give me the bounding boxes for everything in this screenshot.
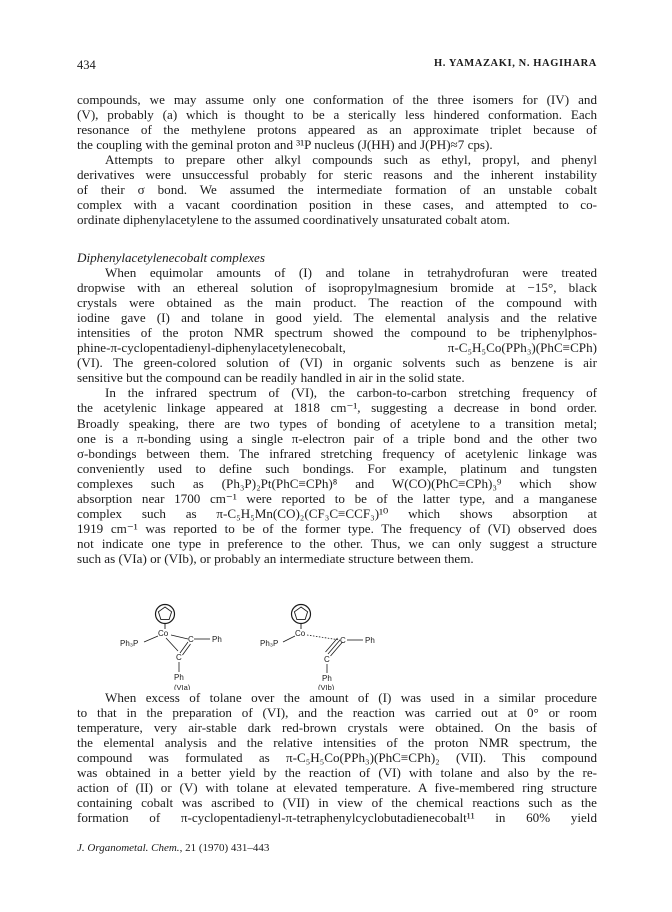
journal-footer <box>77 842 269 854</box>
phenyl-label: Ph <box>322 674 332 683</box>
text-line: ordinate diphenylacetylene to the assumed coordinatively unsaturated cobalt atom. <box>77 212 511 228</box>
text-line: σ-bondings between them. The infrared stretching frequency of acetylenic linkage was <box>77 445 597 461</box>
p-co-bond <box>283 636 295 642</box>
text-line: resonance of the methylene protons appeared as an approximate triplet because of <box>77 122 597 138</box>
text-line: complex with a vacant coordination position in these cases, and attempted to co- <box>77 197 597 213</box>
pi-bond-dashed <box>307 635 340 640</box>
body-text-middle <box>77 250 597 566</box>
running-head-authors: H. YAMAZAKI, N. HAGIHARA <box>434 58 597 69</box>
paragraph-preparation <box>77 265 597 385</box>
phenyl-label: Ph <box>174 673 184 682</box>
text-line: (VI). The green-colored solution of (VI) in organic solvents such as benzene is air <box>77 355 597 371</box>
carbon-label: C <box>340 636 346 645</box>
text-line: one is a π-bonding using a single π-electron pair of a triple bond and the other two <box>77 430 597 446</box>
journal-citation: , 21 (1970) 431–443 <box>179 842 270 854</box>
phosphine-label: Ph₃P <box>260 639 279 648</box>
text-line: iodine gave (I) and tolane in good yield. The elemental analysis and the relative <box>77 310 597 326</box>
cobalt-label: Co <box>158 629 169 638</box>
paragraph-infrared <box>77 385 597 566</box>
text-line: the elemental analysis and the relative intensities of the proton NMR spectrum, the <box>77 735 597 751</box>
text-line: phine-π-cyclopentadienyl-diphenylacetylenecobalt, π-C₅H₅Co(PPh₃)(PhC≡CPh) <box>77 340 597 356</box>
text-line: of their σ bond. We assumed the intermediate formation of an unstable cobalt <box>77 182 597 198</box>
cyclopentadienyl-pentagon-icon <box>294 607 307 620</box>
structure-vIb <box>260 605 375 691</box>
text-line: dropwise with an ethereal solution of isopropylmagnesium bromide at −15°, black <box>77 280 597 296</box>
text-line: complex such as π-C₅H₅Mn(CO)₂(CF₃C≡CCF₃)¹⁰ which shows absorption at <box>77 505 597 521</box>
body-text-top <box>77 92 597 227</box>
text-line: crystals were obtained as the main product. The reaction of the compound with <box>77 295 597 311</box>
chemical-structures <box>118 602 418 690</box>
text-line: When excess of tolane over the amount of (I) was used in a similar procedure <box>105 690 597 705</box>
carbon-label: C <box>324 655 330 664</box>
text-line: compound was formulated as π-C₅H₅Co(PPh₃)(PhC≡CPh)₂ (VII). This compound <box>77 750 597 766</box>
text-line: containing cobalt was ascribed to (VII) in view of the chemical reactions such as the <box>77 795 597 811</box>
structure-label: (VIa) <box>174 683 191 690</box>
triple-bond-line <box>180 642 188 653</box>
text-line: temperature, very air-stable dark red-brown crystals were obtained. On the basis of <box>77 720 597 736</box>
co-c-bond <box>171 635 188 639</box>
text-line: Broadly speaking, there are two types of bonding of acetylene to a transition metal; <box>77 415 597 431</box>
phosphine-label: Ph₃P <box>120 639 139 648</box>
phenyl-label: Ph <box>365 636 375 645</box>
running-header <box>77 58 597 74</box>
paragraph-alkyl-attempts <box>77 152 597 227</box>
cobalt-label: Co <box>295 629 306 638</box>
p-co-bond <box>144 636 158 642</box>
structure-label: (VIb) <box>318 683 335 690</box>
text-line: (V), probably (a) which is thought to be a sterically less hindered conformation. Each <box>77 107 597 123</box>
body-text-bottom <box>77 690 597 825</box>
text-line: complexes such as (Ph₃P)₂Pt(PhC≡CPh)⁸ and W(CO)(PhC≡CPh)₃⁹ which show <box>77 475 597 491</box>
phenyl-label: Ph <box>212 635 222 644</box>
page-number: 434 <box>77 58 96 72</box>
paragraph-excess-tolane <box>77 690 597 825</box>
text-line: intensities of the proton NMR spectrum showed the compound to be triphenylphos- <box>77 325 597 341</box>
co-c-bond <box>166 638 178 651</box>
structure-figure <box>118 602 418 690</box>
text-line: Attempts to prepare other alkyl compounds such as ethyl, propyl, and phenyl <box>105 152 597 168</box>
carbon-label: C <box>176 653 182 662</box>
text-line: the acetylenic linkage appeared at 1818 cm⁻¹, suggesting a decrease in bond order. <box>77 400 597 416</box>
cyclopentadienyl-pentagon-icon <box>158 607 171 620</box>
text-line: When equimolar amounts of (I) and tolane in tetrahydrofuran were treated <box>105 265 597 281</box>
structure-vIa <box>120 605 222 691</box>
text-line: derivatives were unsuccessful probably for steric reasons and the inherent instability <box>77 167 597 183</box>
text-line: was obtained in a better yield by the reaction of (VI) with tolane and also by the re- <box>77 765 597 781</box>
text-line: sensitive but the compound can be readily handled in air in the solid state. <box>77 370 465 386</box>
text-line: compounds, we may assume only one conformation of the three isomers for (IV) and <box>77 92 597 107</box>
text-line: formation of π-cyclopentadienyl-π-tetraphenylcyclobutadienecobalt¹¹ in 60% yield <box>77 810 597 826</box>
text-line: action of (II) or (V) with tolane at elevated temperature. A five-membered ring structure <box>77 780 597 796</box>
text-line: the coupling with the geminal proton and ³¹P nucleus (J(HH) and J(PH)≈7 cps). <box>77 137 493 153</box>
journal-name: J. Organometal. Chem. <box>77 842 180 854</box>
text-line: not indicate one type in preference to the other. Thus, we can only suggest a structure <box>77 535 597 551</box>
triple-bond-line <box>183 644 191 655</box>
paragraph-conformation <box>77 92 597 152</box>
text-line: absorption near 1700 cm⁻¹ were reported to be of the latter type, and a manganese <box>77 490 597 506</box>
carbon-label: C <box>188 635 194 644</box>
text-line: to that in the preparation of (VI), and the reaction was carried out at 0° or room <box>77 705 597 721</box>
text-line: such as (VIa) or (VIb), or probably an intermediate structure between them. <box>77 550 474 566</box>
text-line: In the infrared spectrum of (VI), the carbon-to-carbon stretching frequency of <box>105 385 597 401</box>
text-line: 1919 cm⁻¹ was reported to be of the former type. The frequency of (VI) observed does <box>77 520 597 536</box>
text-line: conveniently used to define such bondings. For example, platinum and tungsten <box>77 460 597 476</box>
section-heading: Diphenylacetylenecobalt complexes <box>77 250 265 265</box>
